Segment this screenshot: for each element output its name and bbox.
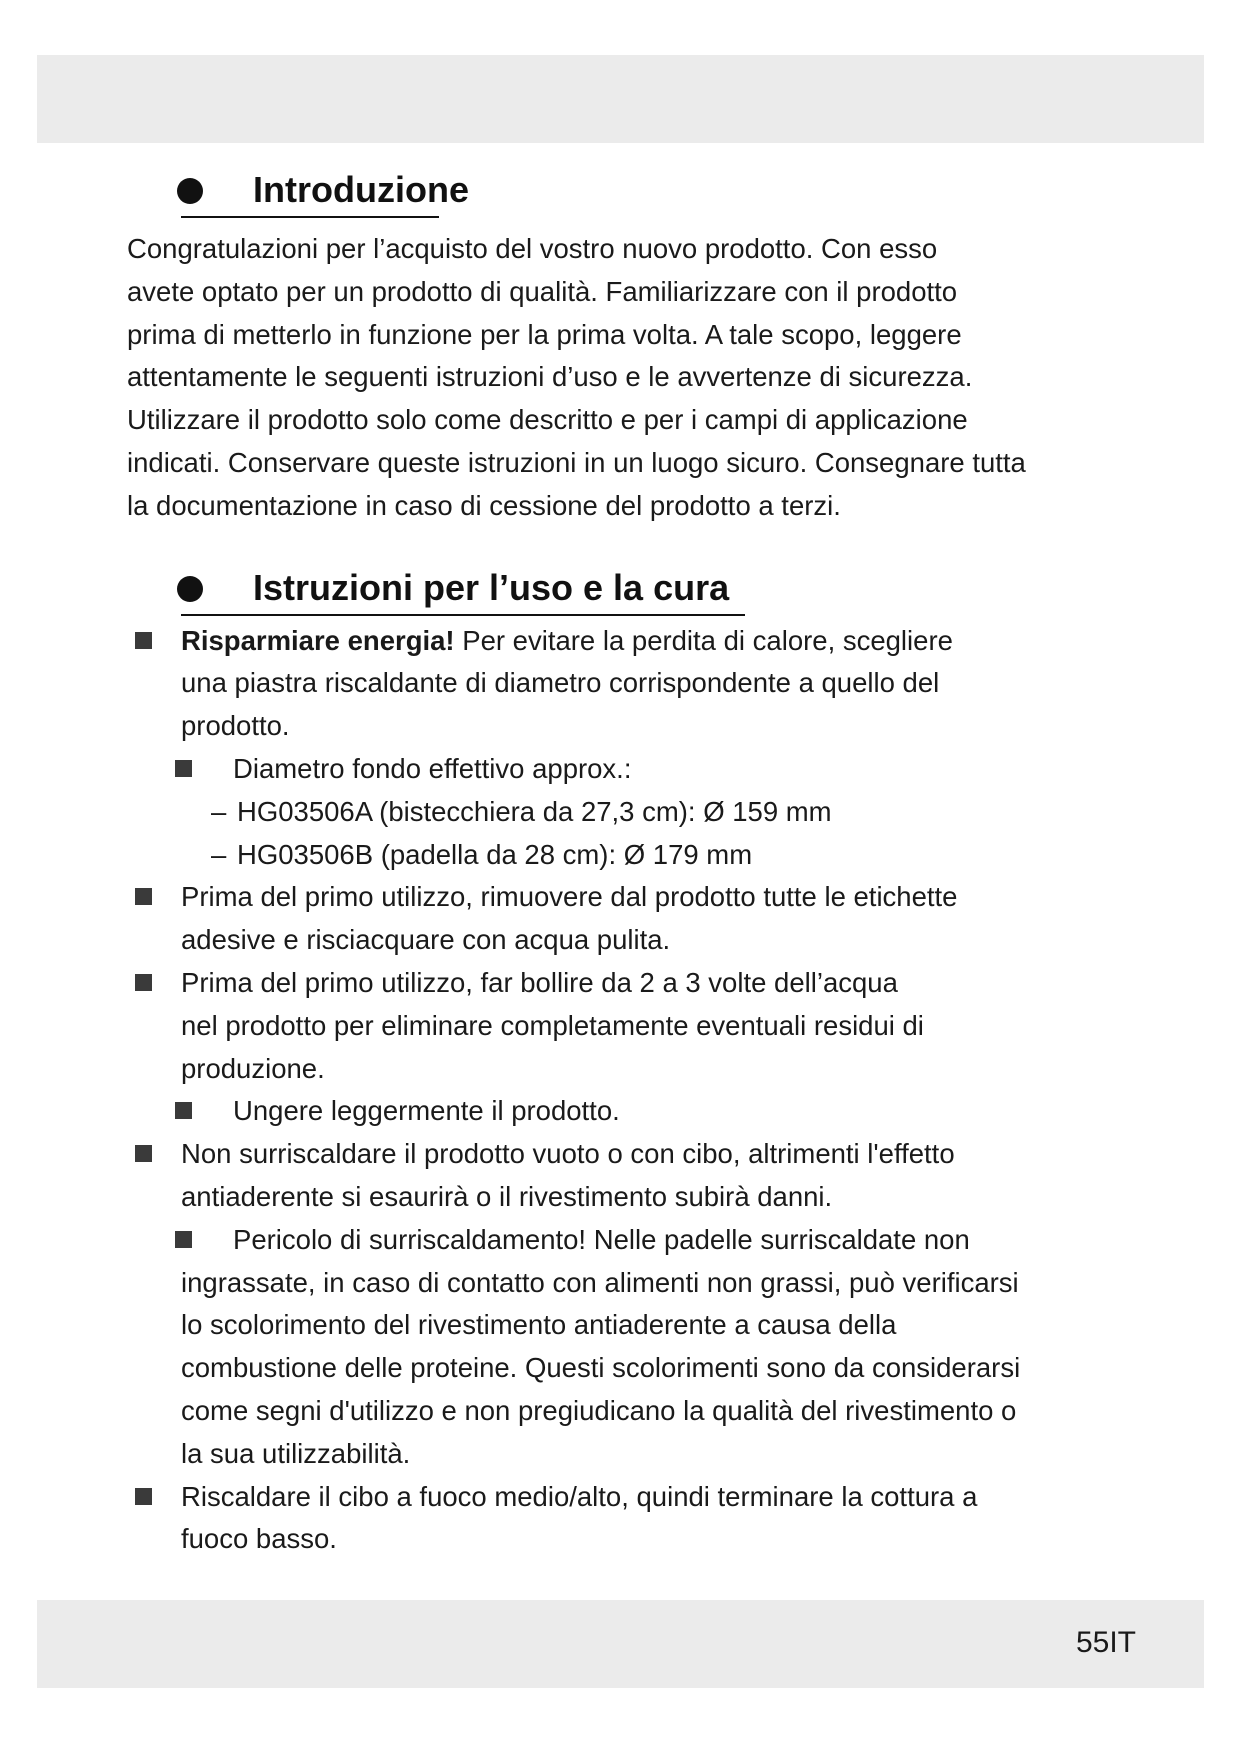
paragraph-line: avete optato per un prodotto di qualità. Familiarizzare con il prodotto [127, 275, 958, 307]
list-item [127, 962, 1117, 1090]
heading-text: Istruzioni per l’uso e la cura [253, 566, 730, 608]
dash-marker: – [211, 795, 227, 827]
item-text: Diametro fondo effettivo approx.: [233, 752, 632, 784]
item-text: Ungere leggermente il prodotto. [233, 1095, 620, 1127]
heading-underline [181, 614, 745, 616]
dash-marker: – [211, 838, 227, 870]
paragraph-line: la documentazione in caso di cessione del prodotto a terzi. [127, 489, 841, 521]
page-number: 55IT [1075, 1626, 1136, 1659]
paragraph-line: indicati. Conservare queste istruzioni in un luogo sicuro. Consegnare tutta [127, 446, 1026, 478]
item-text: Per evitare la perdita di calore, scegliere [454, 624, 953, 656]
square-bullet-icon [175, 1102, 192, 1119]
paragraph-line: Congratulazioni per l’acquisto del vostro nuovo prodotto. Con esso [127, 233, 938, 264]
list-item [127, 876, 1117, 962]
dash-item [127, 791, 1117, 834]
square-bullet-icon [135, 888, 152, 905]
emphasis-text: Risparmiare energia! [181, 624, 455, 656]
header-band [37, 55, 1204, 143]
item-text: adesive e risciacquare con acqua pulita. [181, 924, 671, 956]
item-text: come segni d'utilizzo e non pregiudicano la qualità del rivestimento o [181, 1394, 1017, 1426]
footer-band [37, 1600, 1204, 1688]
sub-list-item [127, 1090, 1117, 1133]
bullet-dot-icon [177, 576, 203, 602]
item-text: HG03506A (bistecchiera da 27,3 cm): Ø 159 mm [237, 795, 832, 827]
item-text: una piastra riscaldante di diametro corrispondente a quello del [181, 667, 940, 699]
square-bullet-icon [175, 760, 192, 777]
section-heading-istruzioni [177, 566, 1117, 618]
square-bullet-icon [135, 974, 152, 991]
paragraph-line: prima di metterlo in funzione per la prima volta. A tale scopo, leggere [127, 318, 962, 350]
square-bullet-icon [135, 1145, 152, 1162]
item-text: nel prodotto per eliminare completamente eventuali residui di [181, 1009, 924, 1041]
item-text: ingrassate, in caso di contatto con alimenti non grassi, può verificarsi [181, 1266, 1019, 1298]
list-item [127, 620, 1117, 748]
item-text: produzione. [181, 1052, 325, 1084]
item-text: la sua utilizzabilità. [181, 1437, 411, 1469]
intro-paragraph [127, 228, 1117, 528]
sub-list-item [127, 1219, 1117, 1476]
item-text: lo scolorimento del rivestimento antiaderente a causa della [181, 1309, 897, 1341]
heading-text: Introduzione [253, 169, 469, 210]
square-bullet-icon [175, 1231, 192, 1248]
item-text: HG03506B (padella da 28 cm): Ø 179 mm [237, 838, 753, 870]
list-item [127, 1133, 1117, 1219]
item-text: Pericolo di surriscaldamento! Nelle padelle surriscaldate non [233, 1223, 970, 1255]
sub-list-item [127, 748, 1117, 791]
dash-item [127, 834, 1117, 877]
item-text: Prima del primo utilizzo, rimuovere dal prodotto tutte le etichette [181, 881, 958, 913]
item-text: Prima del primo utilizzo, far bollire da 2 a 3 volte dell’acqua [181, 966, 898, 998]
care-instructions-list [127, 620, 1117, 1562]
square-bullet-icon [135, 632, 152, 649]
item-text: Non surriscaldare il prodotto vuoto o con cibo, altrimenti l'effetto [181, 1138, 955, 1170]
heading-underline [181, 216, 439, 218]
item-text: Riscaldare il cibo a fuoco medio/alto, quindi terminare la cottura a [181, 1480, 978, 1512]
document-content [127, 168, 1117, 1561]
section-heading-introduzione [177, 168, 1117, 220]
item-text: combustione delle proteine. Questi scolorimenti sono da considerarsi [181, 1352, 1021, 1384]
item-text: fuoco basso. [181, 1523, 337, 1555]
paragraph-line: Utilizzare il prodotto solo come descritto e per i campi di applicazione [127, 404, 968, 436]
item-text: prodotto. [181, 710, 290, 742]
bullet-dot-icon [177, 178, 203, 204]
list-item [127, 1476, 1117, 1562]
square-bullet-icon [135, 1488, 152, 1505]
paragraph-line: attentamente le seguenti istruzioni d’uso e le avvertenze di sicurezza. [127, 361, 973, 393]
item-text: antiaderente si esaurirà o il rivestimento subirà danni. [181, 1180, 833, 1212]
